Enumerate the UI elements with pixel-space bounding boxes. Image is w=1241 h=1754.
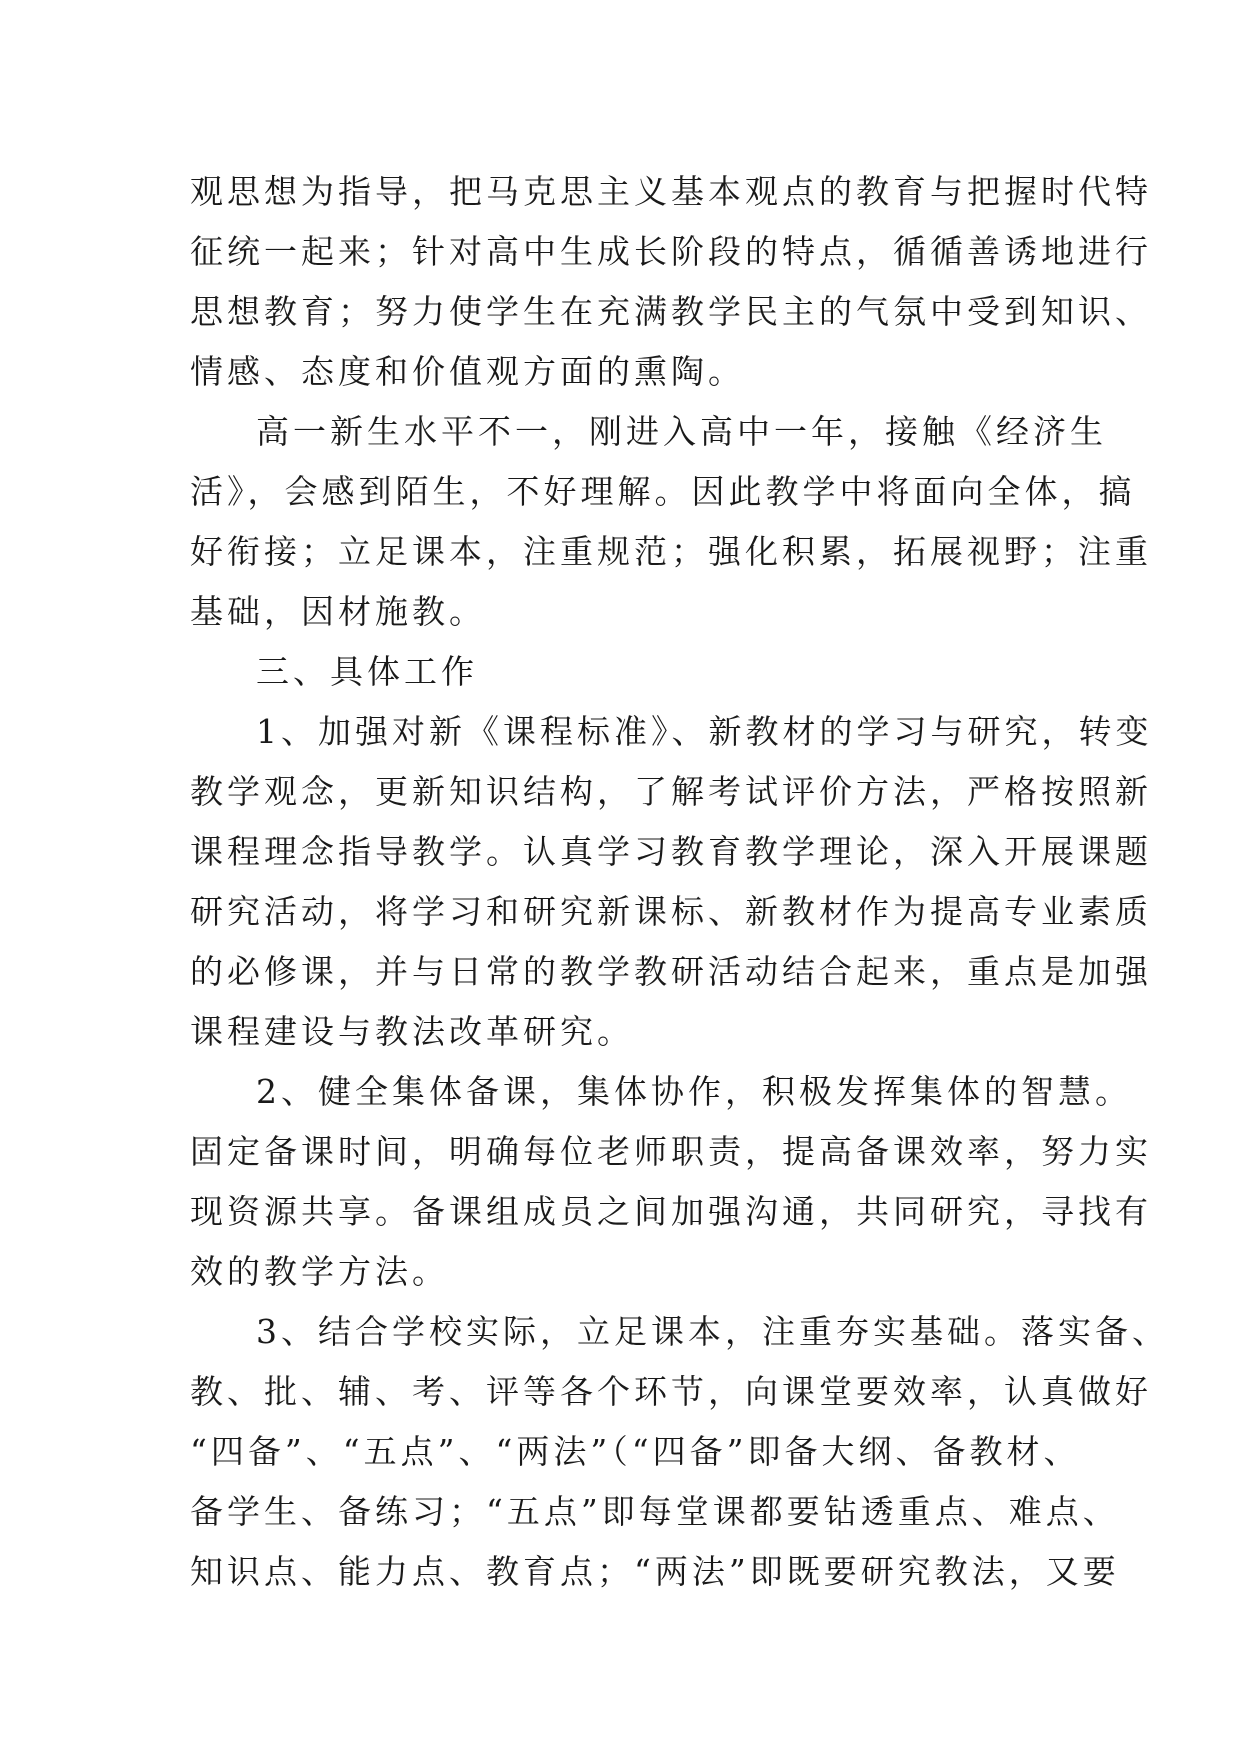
- document-page: [190, 162, 1169, 1602]
- text-line: 知识点、能力点、教育点；“两法”即既要研究教法，又要: [190, 1552, 1120, 1591]
- text-line: 观思想为指导，把马克思主义基本观点的教育与把握时代特: [190, 172, 1152, 211]
- section-heading: 三、具体工作: [256, 652, 478, 691]
- text-line: 3、结合学校实际，立足课本，注重夯实基础。落实备、: [256, 1312, 1169, 1351]
- text-line: 思想教育；努力使学生在充满教学民主的气氛中受到知识、: [190, 292, 1152, 331]
- text-line: 现资源共享。备课组成员之间加强沟通，共同研究，寻找有: [190, 1192, 1152, 1231]
- text-line: 情感、态度和价值观方面的熏陶。: [190, 352, 745, 391]
- text-line: 2、健全集体备课，集体协作，积极发挥集体的智慧。: [256, 1072, 1132, 1111]
- text-line: 备学生、备练习；“五点”即每堂课都要钻透重点、难点、: [190, 1492, 1120, 1531]
- text-line: 研究活动，将学习和研究新课标、新教材作为提高专业素质: [190, 892, 1152, 931]
- text-line: 课程建设与教法改革研究。: [190, 1012, 634, 1051]
- text-line: 的必修课，并与日常的教学教研活动结合起来，重点是加强: [190, 952, 1152, 991]
- text-line: 高一新生水平不一，刚进入高中一年，接触《经济生: [256, 412, 1107, 451]
- text-line: 固定备课时间，明确每位老师职责，提高备课效率，努力实: [190, 1132, 1152, 1171]
- text-line: 教、批、辅、考、评等各个环节，向课堂要效率，认真做好: [190, 1372, 1152, 1411]
- text-line: 课程理念指导教学。认真学习教育教学理论，深入开展课题: [190, 832, 1152, 871]
- text-line: 活》，会感到陌生，不好理解。因此教学中将面向全体，搞: [190, 472, 1136, 511]
- text-line: 征统一起来；针对高中生成长阶段的特点，循循善诱地进行: [190, 232, 1152, 271]
- text-line: 基础，因材施教。: [190, 592, 486, 631]
- text-line: 1、加强对新《课程标准》、新教材的学习与研究，转变: [256, 712, 1153, 751]
- text-line: 好衔接；立足课本，注重规范；强化积累，拓展视野；注重: [190, 532, 1152, 571]
- text-line: “四备”、“五点”、“两法”（“四备”即备大纲、备教材、: [190, 1432, 1081, 1471]
- text-line: 效的教学方法。: [190, 1252, 449, 1291]
- text-line: 教学观念，更新知识结构，了解考试评价方法，严格按照新: [190, 772, 1152, 811]
